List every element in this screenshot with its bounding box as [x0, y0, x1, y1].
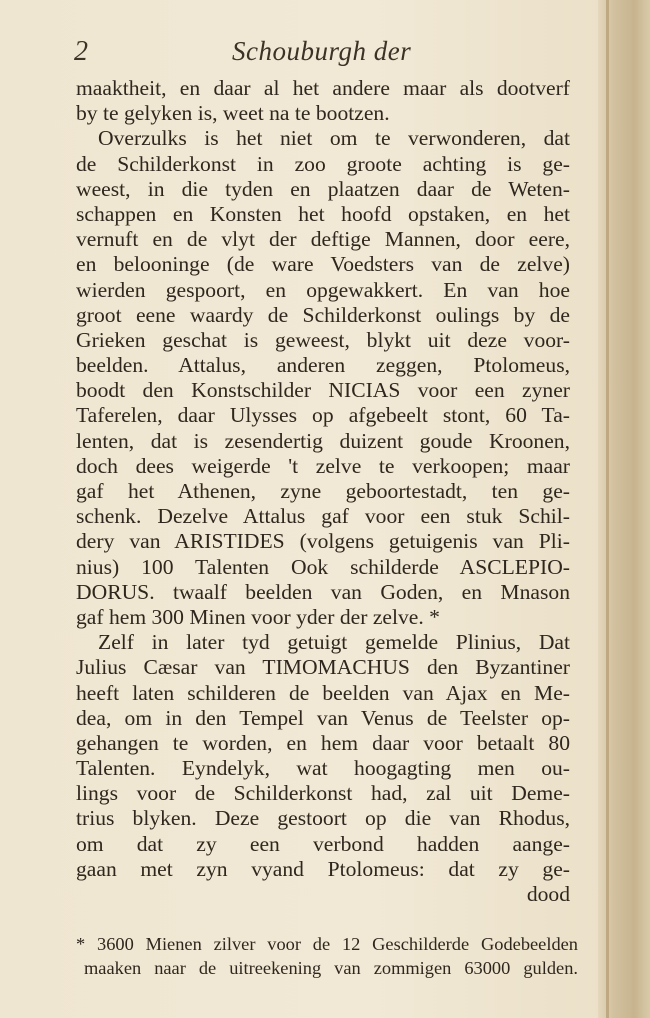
text-line: Julius Cæsar van TIMOMACHUS den Byzantiner: [76, 655, 570, 680]
page-header: [0, 34, 612, 74]
footnote-line: maaken naar de uitreekening van zommigen 63000 gulden.: [84, 958, 578, 978]
text-line: om dat zy een verbond hadden aange-: [76, 831, 570, 856]
text-line: trius blyken. Deze gestoort op die van Rhodus,: [76, 806, 570, 831]
text-line: Talenten. Eyndelyk, wat hoogagting men ou-: [76, 756, 570, 781]
text-line: doch dees weigerde 't zelve te verkoopen; maar: [76, 453, 570, 478]
text-line: schenk. Dezelve Attalus gaf voor een stuk Schil-: [76, 504, 570, 529]
footnote: [76, 932, 578, 980]
text-line: Overzulks is het niet om te verwonderen, dat: [98, 126, 570, 151]
text-line: gaf het Athenen, zyne geboortestadt, ten ge-: [76, 479, 570, 503]
body-text: [76, 76, 570, 907]
catchword: dood: [526, 882, 570, 906]
text-line: DORUS. twaalf beelden van Goden, en Mnason: [76, 579, 570, 604]
page-number: 2: [74, 36, 88, 67]
text-line: dery van ARISTIDES (volgens getuigenis van Pli-: [76, 529, 570, 554]
text-line: vernuft en de vlyt der deftige Mannen, door eere,: [76, 227, 570, 252]
text-line: maaktheit, en daar al het andere maar als dootverf: [76, 76, 570, 100]
text-line: Taferelen, daar Ulysses op afgebeelt stont, 60 Ta-: [76, 403, 570, 428]
text-line: en belooninge (de ware Voedsters van de zelve): [76, 252, 570, 277]
text-line: de Schilderkonst in zoo groote achting is ge-: [76, 151, 570, 176]
text-line: Grieken geschat is geweest, blykt uit deze voor-: [76, 327, 570, 352]
text-line: lings voor de Schilderkonst had, zal uit Deme-: [76, 781, 570, 806]
text-line: groot eene waardy de Schilderkonst oulings by de: [76, 302, 570, 327]
text-line: gaf hem 300 Minen voor yder der zelve. *: [76, 604, 440, 629]
text-line: schappen en Konsten het hoofd opstaken, en het: [76, 201, 570, 226]
text-line: by te gelyken is, weet na te bootzen.: [76, 101, 390, 126]
page-edge: [598, 0, 650, 1018]
text-line: nius) 100 Talenten Ook schilderde ASCLEPIO-: [76, 554, 570, 579]
text-line: dea, om in den Tempel van Venus de Teelster op-: [76, 705, 570, 730]
text-line: lenten, dat is zesendertig duizent goude Kroonen,: [76, 428, 570, 453]
text-line: Zelf in later tyd getuigt gemelde Plinius, Dat: [98, 630, 570, 655]
text-line: gaan met zyn vyand Ptolomeus: dat zy ge-: [76, 856, 570, 881]
running-title: Schouburgh der: [232, 36, 412, 66]
text-line: boodt den Konstschilder NICIAS voor een zyner: [76, 378, 570, 403]
footnote-line: * 3600 Mienen zilver voor de 12 Geschilderde Godebeelden: [76, 934, 578, 954]
text-line: weest, in die tyden en plaatzen daar de Weten-: [76, 176, 570, 201]
text-line: heeft laten schilderen de beelden van Ajax en Me-: [76, 680, 570, 705]
text-line: wierden gespoort, en opgewakkert. En van hoe: [76, 277, 570, 302]
text-line: gehangen te worden, en hem daar voor betaalt 80: [76, 730, 570, 755]
text-line: beelden. Attalus, anderen zeggen, Ptolomeus,: [76, 353, 570, 378]
